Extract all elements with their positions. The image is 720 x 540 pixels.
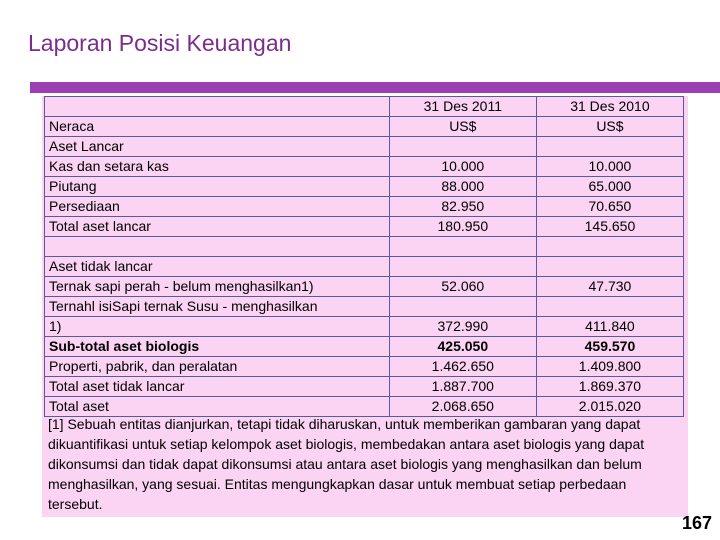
page-number: 167 — [681, 513, 712, 533]
row-value-2011: 2.068.650 — [389, 397, 536, 417]
row-label: Neraca — [45, 117, 390, 137]
table-row — [45, 277, 684, 297]
row-value-2010 — [536, 297, 683, 317]
row-value-2011 — [389, 297, 536, 317]
header-label-cell — [45, 97, 390, 117]
table-row — [45, 197, 684, 217]
row-value-2010: 65.000 — [536, 177, 683, 197]
balance-sheet-table — [44, 96, 684, 417]
row-value-2011 — [389, 257, 536, 277]
row-value-2010: 47.730 — [536, 277, 683, 297]
table-row — [45, 257, 684, 277]
row-value-2011: 88.000 — [389, 177, 536, 197]
row-value-2010: 10.000 — [536, 157, 683, 177]
row-label: Aset Lancar — [45, 137, 390, 157]
row-label — [45, 237, 390, 257]
table-row — [45, 357, 684, 377]
row-value-2011: 1.887.700 — [389, 377, 536, 397]
row-value-2011 — [389, 237, 536, 257]
row-value-2010: 2.015.020 — [536, 397, 683, 417]
row-value-2011: 10.000 — [389, 157, 536, 177]
row-label: Ternahl isiSapi ternak Susu - menghasilkan — [45, 297, 390, 317]
row-value-2011: US$ — [389, 117, 536, 137]
table-row — [45, 237, 684, 257]
header-row-years — [45, 97, 684, 117]
row-value-2011: 52.060 — [389, 277, 536, 297]
row-value-2011: 425.050 — [389, 337, 536, 357]
table-row — [45, 117, 684, 137]
row-label: Kas dan setara kas — [45, 157, 390, 177]
row-value-2011: 1.462.650 — [389, 357, 536, 377]
row-value-2010: 145.650 — [536, 217, 683, 237]
table-row — [45, 377, 684, 397]
row-value-2010 — [536, 257, 683, 277]
table-row — [45, 297, 684, 317]
page-title: Laporan Posisi Keuangan — [28, 30, 292, 56]
table-row — [45, 337, 684, 357]
row-value-2010 — [536, 137, 683, 157]
col2-year-header: 31 Des 2010 — [536, 97, 683, 117]
row-value-2010: 70.650 — [536, 197, 683, 217]
row-value-2010: 1.409.800 — [536, 357, 683, 377]
row-label: Total aset lancar — [45, 217, 390, 237]
table-row — [45, 217, 684, 237]
row-value-2010: 1.869.370 — [536, 377, 683, 397]
row-label: Properti, pabrik, dan peralatan — [45, 357, 390, 377]
row-value-2010: 411.840 — [536, 317, 683, 337]
table-row — [45, 157, 684, 177]
table-row — [45, 137, 684, 157]
row-label: Total aset — [45, 397, 390, 417]
row-value-2011: 372.990 — [389, 317, 536, 337]
row-value-2010 — [536, 237, 683, 257]
row-value-2011 — [389, 137, 536, 157]
row-value-2010: 459.570 — [536, 337, 683, 357]
row-label: 1) — [45, 317, 390, 337]
table-row — [45, 317, 684, 337]
title-divider-bar — [30, 82, 720, 93]
row-value-2011: 180.950 — [389, 217, 536, 237]
footnote: [1] Sebuah entitas dianjurkan, tetapi tidak diharuskan, untuk memberikan gambaran yang dapat dikuantifikasi untuk setiap kelompok aset biologis, membedakan antara aset biologis yang dapat dikonsumsi dan tidak dapat dikonsumsi atau antara aset biologis yang menghasilkan dan belum menghasilkan, yang sesuai. Entitas mengungkapkan dasar untuk membuat setiap perbedaan tersebut. — [48, 416, 645, 512]
row-value-2011: 82.950 — [389, 197, 536, 217]
row-label: Sub-total aset biologis — [45, 337, 390, 357]
row-label: Ternak sapi perah - belum menghasilkan1) — [45, 277, 390, 297]
row-label: Piutang — [45, 177, 390, 197]
table-row — [45, 177, 684, 197]
col1-year-header: 31 Des 2011 — [389, 97, 536, 117]
row-label: Persediaan — [45, 197, 390, 217]
row-label: Total aset tidak lancar — [45, 377, 390, 397]
row-value-2010: US$ — [536, 117, 683, 137]
row-label: Aset tidak lancar — [45, 257, 390, 277]
